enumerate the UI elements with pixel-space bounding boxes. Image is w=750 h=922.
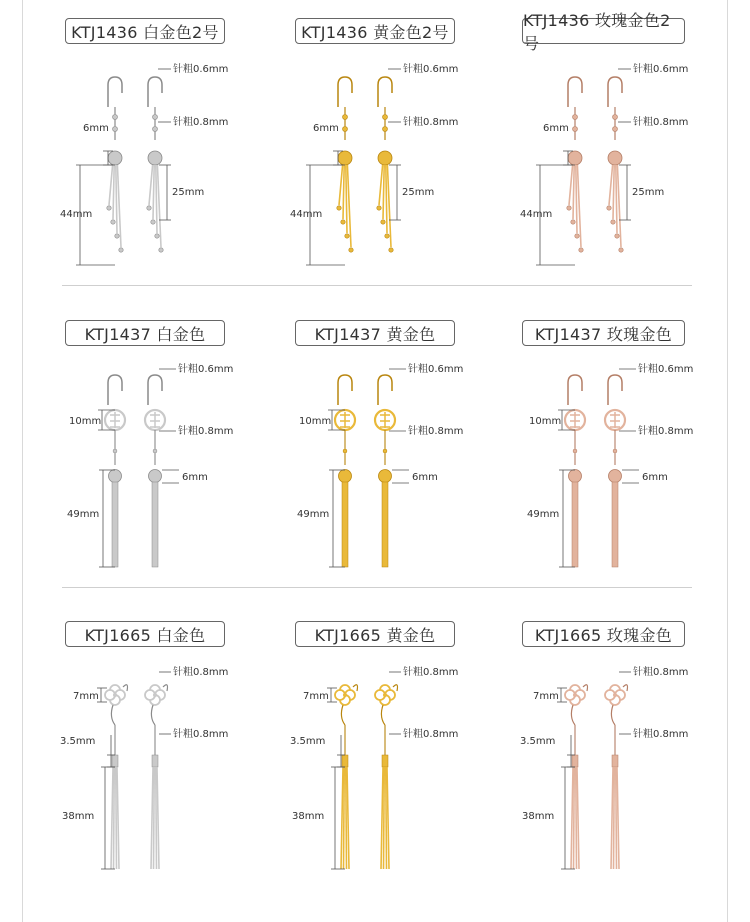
ball-charm xyxy=(109,470,122,483)
ball-size-label: 6mm xyxy=(83,123,109,134)
product-label: KTJ1436 玫瑰金色2号 xyxy=(522,18,685,44)
tassel-strand xyxy=(114,767,115,869)
tassel-strand xyxy=(346,165,347,233)
tassel-strand xyxy=(574,767,575,869)
needle-gauge-label: 针粗0.8mm xyxy=(633,117,689,128)
ball-charm xyxy=(378,151,392,165)
ear-hook xyxy=(608,77,622,107)
clover-size-label: 7mm xyxy=(73,691,99,702)
needle-gauge-label: 针粗0.8mm xyxy=(633,667,689,678)
earring-svg xyxy=(285,655,515,885)
tassel xyxy=(342,482,348,567)
clover-center xyxy=(113,693,117,697)
tassel-strand xyxy=(616,767,617,869)
ear-post xyxy=(123,685,128,691)
end-cap xyxy=(572,755,578,767)
tassel xyxy=(382,482,388,567)
bead xyxy=(613,127,618,132)
hook-loop xyxy=(151,705,155,725)
needle-gauge-label: 针粗0.8mm xyxy=(173,117,229,128)
tassel-strand xyxy=(384,767,385,869)
ball-charm xyxy=(149,470,162,483)
tassel-strand xyxy=(154,767,155,869)
bead xyxy=(383,449,387,453)
clover-center xyxy=(343,693,347,697)
earring-illustration xyxy=(285,55,515,285)
bead xyxy=(153,115,158,120)
bead xyxy=(153,449,157,453)
tassel-strand xyxy=(111,767,113,869)
tassel-bead xyxy=(385,234,389,238)
earring-illustration xyxy=(55,355,285,585)
earring-svg xyxy=(55,55,285,285)
tassel-strand xyxy=(381,767,383,869)
earring-illustration xyxy=(515,355,745,585)
needle-gauge-label: 针粗0.8mm xyxy=(408,426,464,437)
tassel-strand xyxy=(346,767,347,869)
section-divider xyxy=(62,587,692,588)
ear-hook xyxy=(108,375,122,405)
product-label: KTJ1436 白金色2号 xyxy=(65,18,225,44)
tassel-strand xyxy=(341,767,343,869)
ball-size-label: 6mm xyxy=(412,472,438,483)
earring-svg xyxy=(285,55,515,285)
earring-illustration xyxy=(55,655,285,885)
earring-svg xyxy=(55,655,285,885)
ball-charm xyxy=(569,470,582,483)
tassel-bead xyxy=(151,220,155,224)
tassel-bead xyxy=(567,206,571,210)
bead xyxy=(343,127,348,132)
tassel-strand xyxy=(116,165,117,233)
ear-hook xyxy=(108,77,122,107)
tassel-bead xyxy=(389,248,393,252)
product-label: KTJ1437 白金色 xyxy=(65,320,225,346)
ball-charm xyxy=(338,151,352,165)
tassel-strand xyxy=(576,767,577,869)
ear-post xyxy=(623,685,628,691)
needle-gauge-label: 针粗0.8mm xyxy=(403,117,459,128)
tassel-strand xyxy=(609,165,613,205)
needle-gauge-label: 针粗0.8mm xyxy=(403,667,459,678)
tassel-bead xyxy=(159,248,163,252)
cap-size-label: 3.5mm xyxy=(290,736,326,747)
end-cap xyxy=(152,755,158,767)
hook-loop xyxy=(341,705,345,725)
product-label: KTJ1437 黄金色 xyxy=(295,320,455,346)
coin-size-label: 10mm xyxy=(299,416,332,427)
bead xyxy=(383,127,388,132)
earring-illustration xyxy=(285,655,515,885)
tassel-length-label: 38mm xyxy=(292,811,325,822)
tassel-strand xyxy=(386,767,387,869)
cap-size-label: 3.5mm xyxy=(520,736,556,747)
total-length-label: 44mm xyxy=(290,209,323,220)
ear-hook xyxy=(568,375,582,405)
total-length-label: 44mm xyxy=(520,209,553,220)
tassel-bead xyxy=(107,206,111,210)
bead xyxy=(113,115,118,120)
end-cap xyxy=(612,755,618,767)
hook-loop xyxy=(611,705,615,725)
earring-svg xyxy=(515,55,745,285)
tassel-length-label: 38mm xyxy=(522,811,555,822)
bead xyxy=(343,449,347,453)
bead xyxy=(343,115,348,120)
tassel-strand xyxy=(573,165,574,219)
tassel-strand xyxy=(617,767,619,869)
tassel-strand xyxy=(347,767,349,869)
ball-charm xyxy=(148,151,162,165)
product-label: KTJ1437 玫瑰金色 xyxy=(522,320,685,346)
ball-charm xyxy=(108,151,122,165)
tassel-bead xyxy=(381,220,385,224)
bead xyxy=(573,127,578,132)
clover-size-label: 7mm xyxy=(533,691,559,702)
needle-gauge-label: 针粗0.6mm xyxy=(173,64,229,75)
tassel-bead xyxy=(147,206,151,210)
needle-gauge-label: 针粗0.6mm xyxy=(638,364,694,375)
earring-svg xyxy=(285,355,515,585)
clover-center xyxy=(573,693,577,697)
tassel-length-label: 49mm xyxy=(67,509,100,520)
tassel-length-label: 25mm xyxy=(172,187,205,198)
tassel-strand xyxy=(339,165,343,205)
bead xyxy=(153,127,158,132)
ball-size-label: 6mm xyxy=(313,123,339,134)
tassel-length-label: 49mm xyxy=(527,509,560,520)
product-label: KTJ1665 黄金色 xyxy=(295,621,455,647)
tassel-strand xyxy=(571,767,573,869)
bead xyxy=(613,115,618,120)
tassel-strand xyxy=(153,165,154,219)
clover-center xyxy=(613,693,617,697)
tassel xyxy=(572,482,578,567)
ball-charm xyxy=(568,151,582,165)
tassel-length-label: 38mm xyxy=(62,811,95,822)
tassel-strand xyxy=(151,767,153,869)
ear-hook xyxy=(338,375,352,405)
ball-charm xyxy=(608,151,622,165)
earring-illustration xyxy=(515,55,745,285)
ear-hook xyxy=(148,77,162,107)
ear-post xyxy=(583,685,588,691)
earring-svg xyxy=(515,355,745,585)
tassel-strand xyxy=(379,165,383,205)
end-cap xyxy=(342,755,348,767)
ear-hook xyxy=(378,77,392,107)
total-length-label: 44mm xyxy=(60,209,93,220)
tassel-strand xyxy=(387,767,389,869)
tassel-strand xyxy=(156,165,157,233)
clover-center xyxy=(383,693,387,697)
tassel-strand xyxy=(109,165,113,205)
bead xyxy=(613,449,617,453)
tassel-length-label: 25mm xyxy=(632,187,665,198)
tassel xyxy=(612,482,618,567)
bead xyxy=(113,449,117,453)
ball-charm xyxy=(609,470,622,483)
tassel-bead xyxy=(349,248,353,252)
tassel-strand xyxy=(611,767,613,869)
tassel-bead xyxy=(607,206,611,210)
tassel-strand xyxy=(569,165,573,205)
needle-gauge-label: 针粗0.8mm xyxy=(403,729,459,740)
needle-gauge-label: 针粗0.8mm xyxy=(633,729,689,740)
tassel-strand xyxy=(616,165,617,233)
clover-size-label: 7mm xyxy=(303,691,329,702)
earring-svg xyxy=(515,655,745,885)
tassel-length-label: 49mm xyxy=(297,509,330,520)
earring-illustration xyxy=(55,55,285,285)
tassel-strand xyxy=(344,767,345,869)
section-divider xyxy=(62,285,692,286)
needle-gauge-label: 针粗0.8mm xyxy=(173,729,229,740)
ear-post xyxy=(353,685,358,691)
coin-size-label: 10mm xyxy=(529,416,562,427)
needle-gauge-label: 针粗0.6mm xyxy=(178,364,234,375)
ear-hook xyxy=(378,375,392,405)
ear-post xyxy=(163,685,168,691)
tassel-strand xyxy=(383,165,384,219)
needle-gauge-label: 针粗0.8mm xyxy=(173,667,229,678)
product-label: KTJ1436 黄金色2号 xyxy=(295,18,455,44)
end-cap xyxy=(112,755,118,767)
tassel-bead xyxy=(611,220,615,224)
tassel-bead xyxy=(571,220,575,224)
tassel-bead xyxy=(115,234,119,238)
bead xyxy=(383,115,388,120)
tassel-strand xyxy=(614,767,615,869)
tassel-strand xyxy=(343,165,344,219)
tassel-bead xyxy=(345,234,349,238)
earring-illustration xyxy=(285,355,515,585)
product-label: KTJ1665 玫瑰金色 xyxy=(522,621,685,647)
needle-gauge-label: 针粗0.8mm xyxy=(178,426,234,437)
tassel-strand xyxy=(576,165,577,233)
tassel-bead xyxy=(377,206,381,210)
ball-charm xyxy=(339,470,352,483)
tassel-strand xyxy=(113,165,114,219)
bead xyxy=(573,449,577,453)
tassel-strand xyxy=(116,767,117,869)
tassel-length-label: 25mm xyxy=(402,187,435,198)
ear-hook xyxy=(568,77,582,107)
ear-post xyxy=(393,685,398,691)
bead xyxy=(573,115,578,120)
tassel-bead xyxy=(615,234,619,238)
tassel-strand xyxy=(157,767,159,869)
needle-gauge-label: 针粗0.6mm xyxy=(403,64,459,75)
tassel-bead xyxy=(579,248,583,252)
tassel-bead xyxy=(337,206,341,210)
earring-svg xyxy=(55,355,285,585)
needle-gauge-label: 针粗0.6mm xyxy=(408,364,464,375)
coin-size-label: 10mm xyxy=(69,416,102,427)
hook-loop xyxy=(571,705,575,725)
ball-size-label: 6mm xyxy=(642,472,668,483)
hook-loop xyxy=(381,705,385,725)
tassel-strand xyxy=(156,767,157,869)
product-label: KTJ1665 白金色 xyxy=(65,621,225,647)
needle-gauge-label: 针粗0.6mm xyxy=(633,64,689,75)
cap-size-label: 3.5mm xyxy=(60,736,96,747)
tassel-bead xyxy=(619,248,623,252)
tassel-bead xyxy=(155,234,159,238)
tassel-bead xyxy=(111,220,115,224)
tassel-bead xyxy=(119,248,123,252)
tassel-bead xyxy=(341,220,345,224)
hook-loop xyxy=(111,705,115,725)
clover-center xyxy=(153,693,157,697)
ear-hook xyxy=(608,375,622,405)
ball-size-label: 6mm xyxy=(543,123,569,134)
tassel-strand xyxy=(613,165,614,219)
ball-charm xyxy=(379,470,392,483)
tassel xyxy=(112,482,118,567)
earring-illustration xyxy=(515,655,745,885)
end-cap xyxy=(382,755,388,767)
needle-gauge-label: 针粗0.8mm xyxy=(638,426,694,437)
tassel-strand xyxy=(149,165,153,205)
ball-size-label: 6mm xyxy=(182,472,208,483)
ear-hook xyxy=(338,77,352,107)
tassel-strand xyxy=(117,767,119,869)
tassel-strand xyxy=(386,165,387,233)
tassel-strand xyxy=(577,767,579,869)
bead xyxy=(113,127,118,132)
tassel-bead xyxy=(575,234,579,238)
ear-hook xyxy=(148,375,162,405)
tassel xyxy=(152,482,158,567)
